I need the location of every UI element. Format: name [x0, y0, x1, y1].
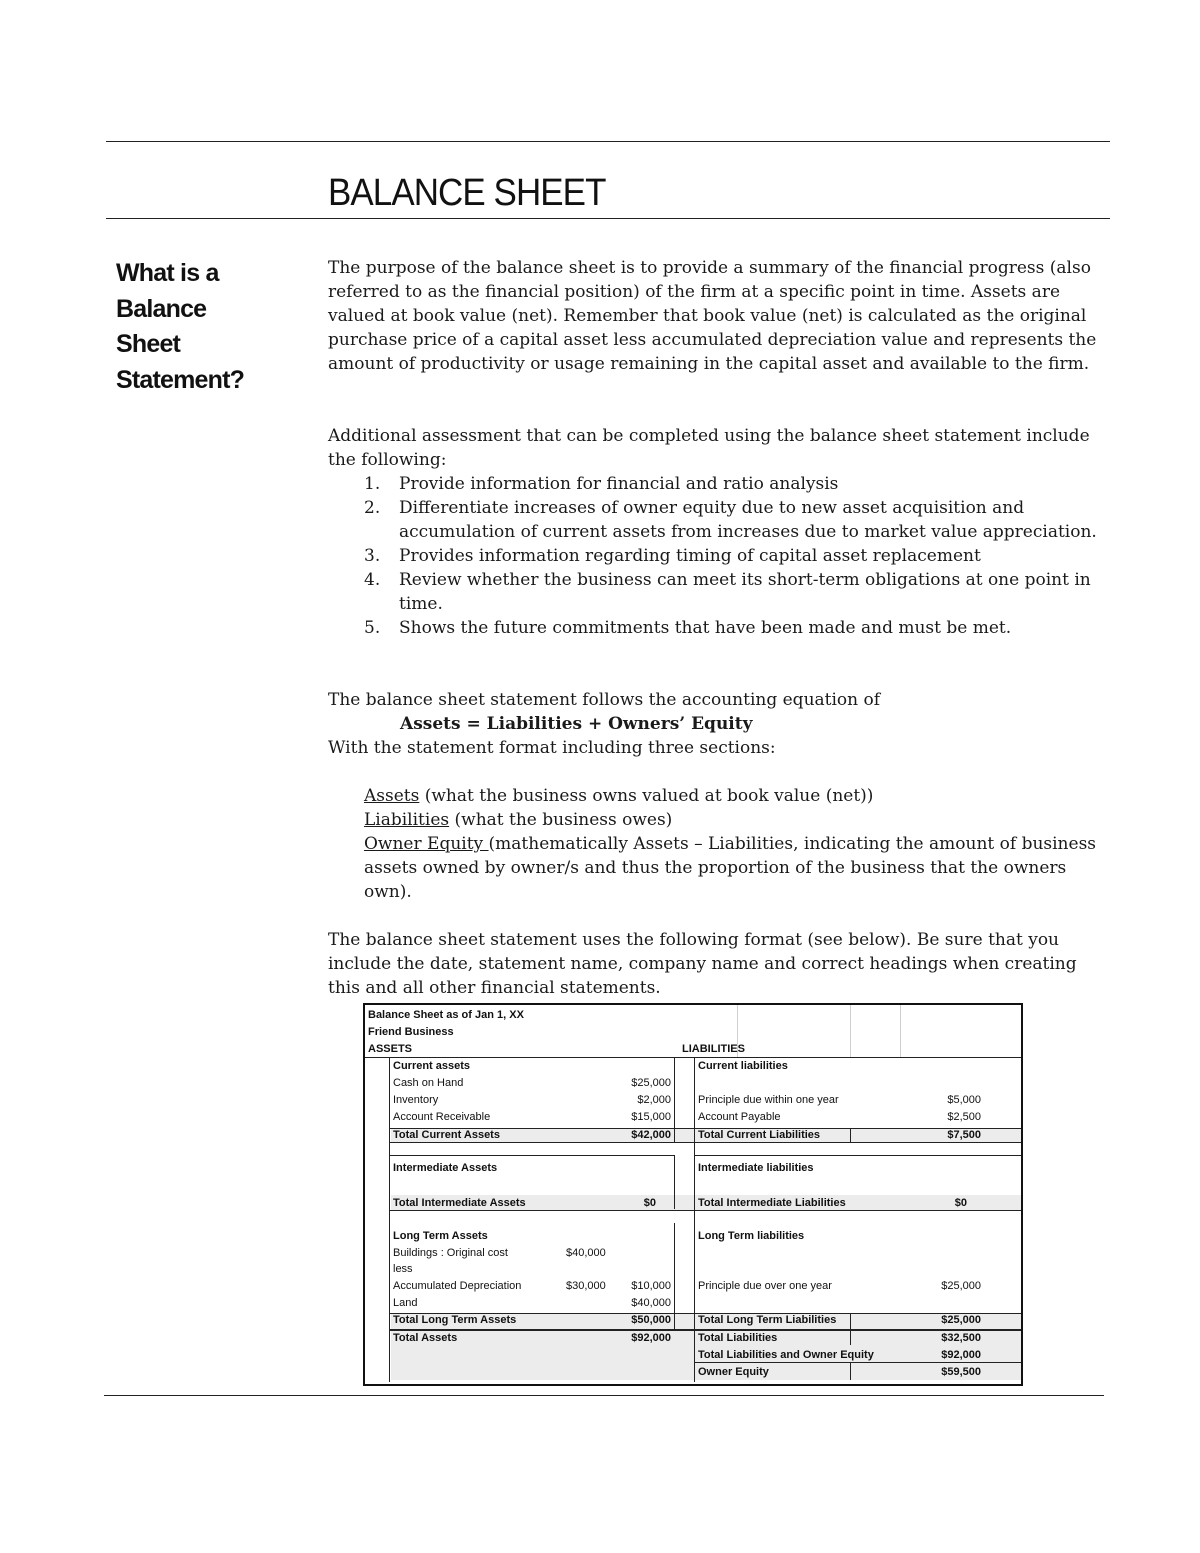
list-item: 3. Provides information regarding timing of capital asset replacement	[364, 546, 981, 566]
grid-line	[674, 1155, 675, 1209]
assessment-block	[328, 424, 1103, 640]
bs-total-label: Total Liabilities	[698, 1332, 778, 1344]
bs-total-value: $32,500	[941, 1332, 981, 1344]
bs-total-label: Total Current Assets	[393, 1129, 500, 1141]
bs-label: Principle due over one year	[698, 1280, 832, 1292]
grid-line	[674, 1057, 675, 1142]
assessment-intro: Additional assessment that can be completed using the balance sheet statement include the following:	[328, 426, 1090, 470]
grid-line	[850, 1313, 851, 1329]
bs-label: Long Term Assets	[393, 1230, 488, 1242]
sidebar-heading	[116, 256, 296, 398]
assessment-list	[328, 472, 1103, 640]
grid-line	[850, 1128, 851, 1142]
bs-total-value: $42,000	[631, 1129, 671, 1141]
top-rule	[106, 141, 1110, 142]
bs-total-label: Total Intermediate Liabilities	[698, 1197, 846, 1209]
bs-company: Friend Business	[368, 1026, 454, 1038]
bs-value: $5,000	[947, 1094, 981, 1106]
bs-total-label: Owner Equity	[698, 1366, 769, 1378]
sidebar-heading-line: Sheet	[116, 330, 181, 358]
bs-value: $10,000	[631, 1280, 671, 1292]
intro-text: The purpose of the balance sheet is to provide a summary of the financial progress (also referred to as the financial position) of the firm at a specific point in time. Assets are valued at book value (net). Remember that book value (net) is calculated as the original purchase price of a capital asset less accumulated depreciation value and represents the amount of productivity or usage remaining in the capital asset and available to the firm.	[328, 258, 1097, 374]
equation-lead: The balance sheet statement follows the accounting equation of	[328, 690, 881, 710]
grid-line	[850, 1362, 851, 1380]
bs-value: $15,000	[631, 1111, 671, 1123]
bs-label: Long Term liabilities	[698, 1230, 805, 1242]
list-item: 5. Shows the future commitments that have been made and must be met.	[364, 618, 1012, 638]
bs-label: Current liabilities	[698, 1060, 788, 1072]
grid-line	[389, 1155, 674, 1156]
bs-total-value: $92,000	[631, 1332, 671, 1344]
list-item: 1. Provide information for financial and ratio analysis	[364, 474, 839, 494]
bs-total-value: $0	[643, 1197, 656, 1209]
bs-value: $25,000	[941, 1280, 981, 1292]
page-title: BALANCE SHEET	[328, 172, 606, 214]
grid-line	[850, 1005, 851, 1057]
equation-after: With the statement format including three sections:	[328, 738, 776, 758]
bs-label: Inventory	[393, 1094, 439, 1106]
bs-label: Intermediate Assets	[393, 1162, 498, 1174]
bs-value: $30,000	[566, 1280, 606, 1292]
bs-total-label: Total Long Term Assets	[393, 1314, 517, 1326]
bs-total-value: $0	[954, 1197, 967, 1209]
sidebar-heading-line: Balance	[116, 294, 207, 323]
grid-line	[850, 1329, 851, 1345]
grid-line	[694, 1155, 1021, 1156]
title-rule	[106, 218, 1110, 219]
bs-value: $40,000	[631, 1297, 671, 1309]
bs-assets-label: ASSETS	[368, 1043, 413, 1055]
grid-line	[694, 1057, 695, 1382]
grid-line	[389, 1142, 1021, 1143]
bottom-rule	[104, 1395, 1104, 1396]
bs-total-label: Total Liabilities and Owner Equity	[698, 1349, 874, 1361]
grid-line	[694, 1362, 1021, 1363]
grid-line	[365, 1057, 1021, 1058]
bs-total-value: $50,000	[631, 1314, 671, 1326]
list-item: 4. Review whether the business can meet its short-term obligations at one point in time.	[364, 570, 1091, 614]
sidebar-heading-line: What is a	[116, 259, 219, 287]
intro-paragraph	[328, 256, 1103, 376]
bs-total-label: Total Assets	[393, 1332, 458, 1344]
bs-label: Buildings : Original cost	[393, 1247, 508, 1259]
bs-label: Land	[393, 1297, 418, 1309]
bs-label: Account Payable	[698, 1111, 781, 1123]
balance-sheet-table	[363, 1003, 1023, 1386]
bs-title: Balance Sheet as of Jan 1, XX	[368, 1009, 524, 1021]
section-owner-equity: Owner Equity (mathematically Assets – Liabilities, indicating the amount of business assets owned by owner/s and thus the proportion of the business that the owners own).	[364, 834, 1097, 902]
bs-total-value: $25,000	[941, 1314, 981, 1326]
bs-total-label: Total Long Term Liabilities	[698, 1314, 837, 1326]
bs-label: Cash on Hand	[393, 1077, 464, 1089]
bs-total-value: $7,500	[947, 1129, 981, 1141]
bs-label: Principle due within one year	[698, 1094, 839, 1106]
section-liabilities: Liabilities (what the business owes)	[364, 810, 673, 830]
section-assets: Assets (what the business owns valued at book value (net))	[364, 786, 874, 806]
bs-label: Account Receivable	[393, 1111, 491, 1123]
sidebar-heading-line: Statement?	[116, 365, 245, 394]
accounting-equation: Assets = Liabilities + Owners’ Equity	[400, 714, 753, 734]
grid-line	[389, 1210, 1021, 1211]
bs-total-value: $92,000	[941, 1349, 981, 1361]
grid-line	[389, 1057, 390, 1382]
bs-label: Accumulated Depreciation	[393, 1280, 522, 1292]
list-item: 2. Differentiate increases of owner equity due to new asset acquisition and accumulation of current assets from increases due to market value appreciation.	[364, 498, 1097, 542]
bs-total-label: Total Intermediate Assets	[393, 1197, 526, 1209]
bs-label: less	[393, 1263, 413, 1275]
bs-label: Current assets	[393, 1060, 471, 1072]
bs-value: $40,000	[566, 1247, 606, 1259]
bs-value: $2,500	[947, 1111, 981, 1123]
bs-value: $25,000	[631, 1077, 671, 1089]
grid-line	[389, 1330, 1021, 1331]
closing-paragraph: The balance sheet statement uses the following format (see below). Be sure that you include the date, statement name, company name and correct headings when creating this and all other financial statements.	[328, 930, 1077, 998]
bs-total-value: $59,500	[941, 1366, 981, 1378]
bs-value: $2,000	[637, 1094, 671, 1106]
grid-line	[900, 1005, 901, 1057]
equation-block	[328, 688, 1103, 760]
bs-label: Intermediate liabilities	[698, 1162, 814, 1174]
bs-liabilities-label: LIABILITIES	[682, 1043, 745, 1055]
sections-block	[328, 784, 1103, 904]
bs-total-label: Total Current Liabilities	[698, 1129, 821, 1141]
